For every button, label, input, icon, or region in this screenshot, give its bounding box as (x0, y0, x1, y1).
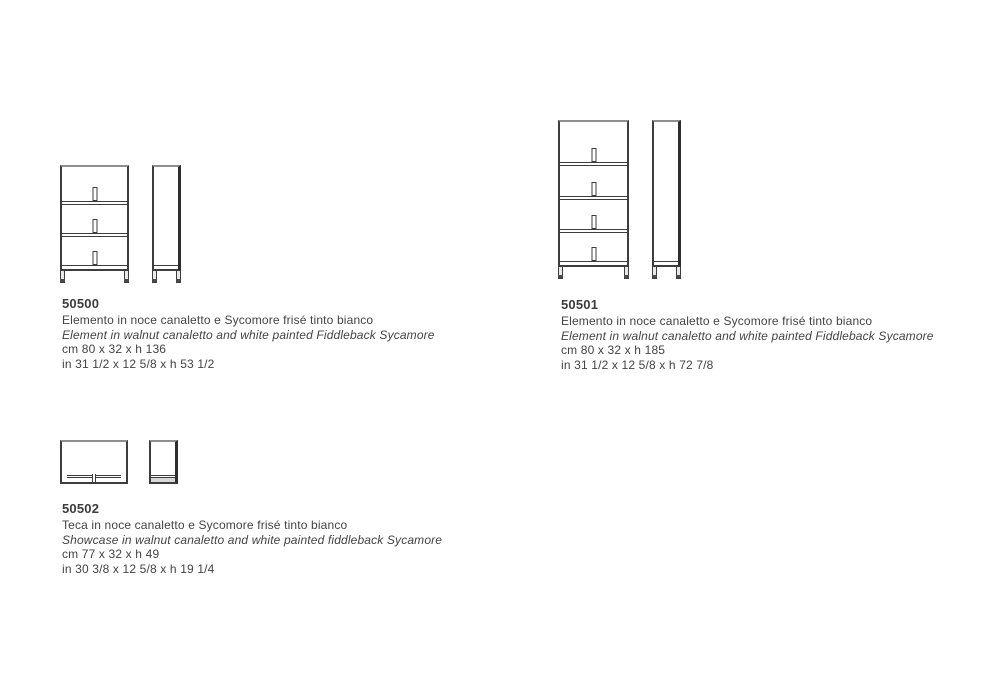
base-rail-line (151, 475, 175, 478)
leg (676, 267, 681, 279)
product-block-50501 (558, 120, 998, 380)
leg (176, 271, 181, 283)
side-view-drawing (152, 165, 181, 271)
product-info (62, 501, 442, 576)
bottom-panel-line (62, 265, 127, 269)
leg (124, 271, 129, 283)
description-italian: Elemento in noce canaletto e Sycomore frisé tinto bianco (561, 314, 873, 328)
dimensions-cm: cm 77 x 32 x h 49 (62, 547, 160, 562)
divider-stub (92, 219, 97, 233)
divider-stub (92, 187, 97, 201)
front-view-drawing (558, 120, 629, 267)
description-english: Element in walnut canaletto and white painted Fiddleback Sycamore (561, 328, 934, 343)
leg (624, 267, 629, 279)
product-block-50500 (60, 165, 500, 375)
bottom-panel-line (654, 261, 678, 265)
center-support (92, 474, 96, 482)
shelf-line (62, 233, 127, 237)
divider-stub (591, 247, 596, 261)
bottom-panel-line (154, 265, 178, 269)
leg (152, 271, 157, 283)
dimensions-cm: cm 80 x 32 x h 136 (62, 342, 167, 357)
shelf-line (560, 162, 627, 166)
front-view-drawing (60, 440, 128, 484)
dimensions-inches: in 31 1/2 x 12 5/8 x h 53 1/2 (62, 356, 215, 371)
product-block-50502 (60, 440, 500, 580)
divider-stub (591, 182, 596, 196)
leg (558, 267, 563, 279)
shelf-line (560, 196, 627, 200)
side-view-drawing (149, 440, 178, 484)
description-english: Showcase in walnut canaletto and white painted fiddleback Sycamore (62, 532, 443, 547)
leg (652, 267, 657, 279)
shelf-line (62, 201, 127, 205)
product-info (62, 296, 435, 371)
description-english: Element in walnut canaletto and white painted Fiddleback Sycamore (62, 327, 435, 342)
divider-stub (92, 251, 97, 265)
description-italian: Elemento in noce canaletto e Sycomore frisé tinto bianco (62, 313, 374, 327)
dimensions-cm: cm 80 x 32 x h 185 (561, 343, 666, 358)
divider-stub (591, 148, 596, 162)
product-info (561, 297, 934, 372)
dimensions-inches: in 30 3/8 x 12 5/8 x h 19 1/4 (62, 561, 215, 576)
side-view-drawing (652, 120, 681, 267)
product-code: 50502 (62, 501, 100, 516)
product-code: 50500 (62, 296, 100, 311)
shelf-line (560, 229, 627, 233)
front-view-drawing (60, 165, 129, 271)
product-code: 50501 (561, 297, 599, 312)
bottom-panel-line (560, 261, 627, 265)
divider-stub (591, 215, 596, 229)
description-italian: Teca in noce canaletto e Sycomore frisé tinto bianco (62, 518, 348, 532)
leg (60, 271, 65, 283)
dimensions-inches: in 31 1/2 x 12 5/8 x h 72 7/8 (561, 357, 714, 372)
